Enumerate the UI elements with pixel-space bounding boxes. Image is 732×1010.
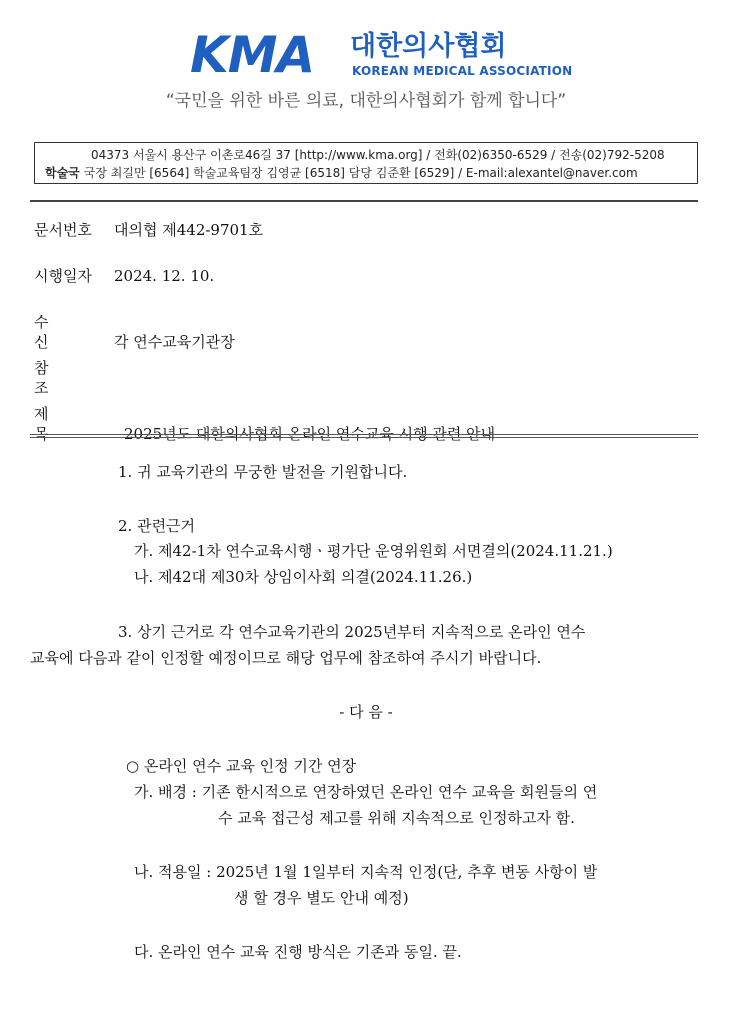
item-a-line-1: 가. 배경 : 기존 한시적으로 연장하였던 온라인 연수 교육을 회원들의 연 (134, 783, 598, 801)
reference-label: 참 조 (34, 359, 83, 397)
paragraph-1: 1. 귀 교육기관의 무궁한 발전을 기원합니다. (118, 463, 408, 481)
contact-staff-text: 국장 최길만 [6564] 학술교육팀장 김영균 [6518] 담당 김준환 [6529] / E-mail:alexantel@naver.com (83, 166, 638, 180)
paragraph-3-line-1: 3. 상기 근거로 각 연수교육기관의 2025년부터 지속적으로 온라인 연수 (118, 623, 586, 641)
meta-subject (34, 404, 495, 444)
date-value: 2024. 12. 10. (114, 267, 215, 285)
contact-address-line: 04373 서울시 용산구 이촌로46길 37 [http://www.kma.org] / 전화(02)6350-6529 / 전송(02)792-5208 (91, 148, 665, 162)
dept-label: 학술국 (45, 166, 80, 180)
item-b-line-1: 나. 적용일 : 2025년 1월 1일부터 지속적 인정(단, 추후 변동 사항이 발 (134, 863, 598, 881)
org-name-english: KOREAN MEDICAL ASSOCIATION (352, 64, 573, 78)
org-name-korean: 대한의사협회 (350, 31, 507, 62)
recipient-value: 각 연수교육기관장 (114, 333, 235, 351)
meta-date (34, 266, 214, 286)
item-title: ○ 온라인 연수 교육 인정 기간 연장 (126, 757, 357, 775)
doc-number-label: 문서번호 (34, 221, 92, 239)
meta-doc-number (34, 220, 263, 240)
item-c-line: 다. 온라인 연수 교육 진행 방식은 기존과 동일. 끝. (134, 943, 462, 961)
doc-number-value: 대의협 제442-9701호 (114, 221, 264, 239)
recipient-label: 수 신 (34, 313, 83, 351)
subject-divider-2 (30, 437, 698, 438)
meta-recipient (34, 312, 235, 352)
next-heading: - 다 음 - (339, 703, 393, 721)
contact-staff-line (45, 164, 638, 182)
slogan: “국민을 위한 바른 의료, 대한의사협회가 함께 합니다” (165, 91, 567, 111)
paragraph-3-line-2: 교육에 다음과 같이 인정할 예정이므로 해당 업무에 참조하여 주시기 바랍니다. (30, 649, 542, 667)
subject-divider (30, 434, 698, 435)
meta-reference (34, 358, 114, 398)
paragraph-2-title: 2. 관련근거 (118, 517, 196, 535)
contact-box (34, 142, 698, 184)
header-divider (30, 200, 698, 202)
paragraph-2-item-a: 가. 제42-1차 연수교육시행ㆍ평가단 운영위원회 서면결의(2024.11.21.) (134, 542, 613, 560)
date-label: 시행일자 (34, 267, 92, 285)
item-b-line-2: 생 할 경우 별도 안내 예정) (234, 889, 409, 907)
item-a-line-2: 수 교육 접근성 제고를 위해 지속적으로 인정하고자 함. (218, 809, 575, 827)
subject-label: 제 목 (34, 405, 83, 443)
paragraph-2-item-b: 나. 제42대 제30차 상임이사회 의결(2024.11.26.) (134, 568, 473, 586)
subject-value: 2025년도 대한의사협회 온라인 연수교육 시행 관련 안내 (124, 425, 496, 443)
kma-logo-mark: KMA (190, 26, 315, 84)
